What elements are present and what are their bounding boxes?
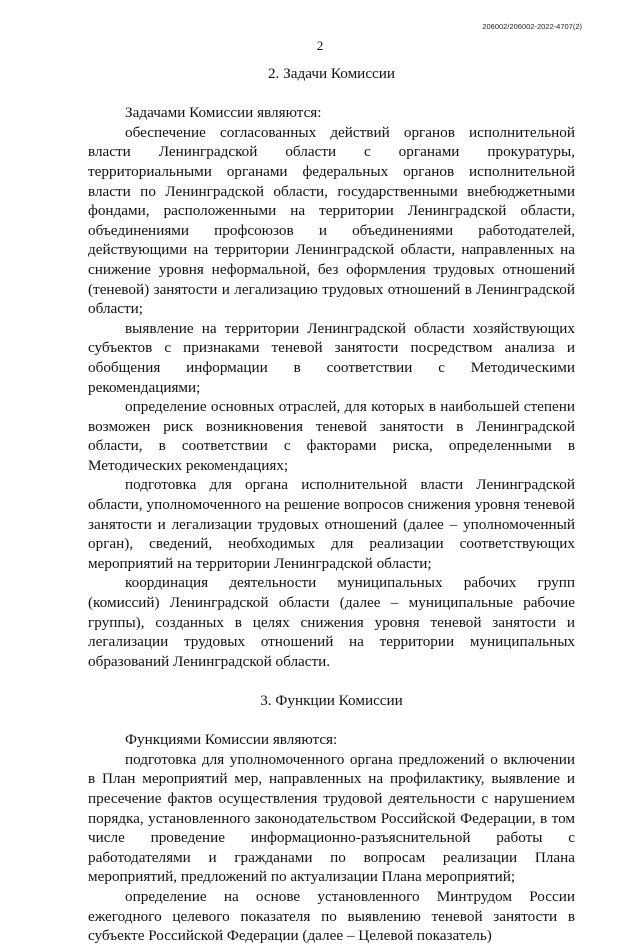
section-3-title: 3. Функции Комиссии [260,692,403,709]
section-2-item: выявление на территории Ленинградской области хозяйствующих субъектов с признаками теневой занятости посредством анализа и обобщения информации в соответствии с Методическими рекомендациями; [88,319,575,396]
section-2-item: координация деятельности муниципальных рабочих групп (комиссий) Ленинградской области (далее – муниципальные рабочие группы), созданных в целях снижения уровня теневой занятости и легализации трудовых отношений на территории муниципальных образований Ленинградской области. [88,574,575,670]
section-3-item: подготовка для уполномоченного органа предложений о включении в План мероприятий мер, направленных на профилактику, выявление и пресечение фактов осуществления трудовой деятельности с нарушением порядка, установленного законодательством Российской Федерации, в том числе проведение информационно-разъяснительной работы с работодателями и гражданами по вопросам реализации Плана мероприятий, предложений по актуализации Плана мероприятий; [88,750,575,886]
section-2-item: определение основных отраслей, для которых в наибольшей степени возможен риск возникновения теневой занятости в Ленинградской области, в соответствии с факторами риска, определенными в Методических рекомендациях; [88,398,575,474]
section-2-intro: Задачами Комиссии являются: [125,104,322,122]
document-body [88,64,575,946]
page-number: 2 [316,38,324,53]
section-2-item: подготовка для органа исполнительной власти Ленинградской области, уполномоченного на решение вопросов снижения уровня теневой занятости и легализации трудовых отношений (далее – уполномоченный орган), сведений, необходимых для реализации соответствующих мероприятий на территории Ленинградской области; [88,476,575,572]
section-2-title: 2. Задачи Комиссии [267,65,396,82]
section-2-item: обеспечение согласованных действий органов исполнительной власти Ленинградской области с органами прокуратуры, территориальными органами федеральных органов исполнительной власти по Ленинградской области, государственными внебюджетными фондами, расположенными на территории Ленинградской области, объединениями профсоюзов и объединениями работодателей, действующими на территории Ленинградской области, направленных на снижение уровня неформальной, без оформления трудовых отношений (теневой) занятости и легализацию трудовых отношений в Ленинградской области; [88,123,575,318]
section-3-item: определение на основе установленного Минтрудом России ежегодного целевого показателя по выявлению теневой занятости в субъекте Российской Федерации (далее – Целевой показатель) [88,887,575,945]
section-3-intro: Функциями Комиссии являются: [125,731,338,749]
document-id: 206002/206002-2022-4707(2) [482,22,582,31]
